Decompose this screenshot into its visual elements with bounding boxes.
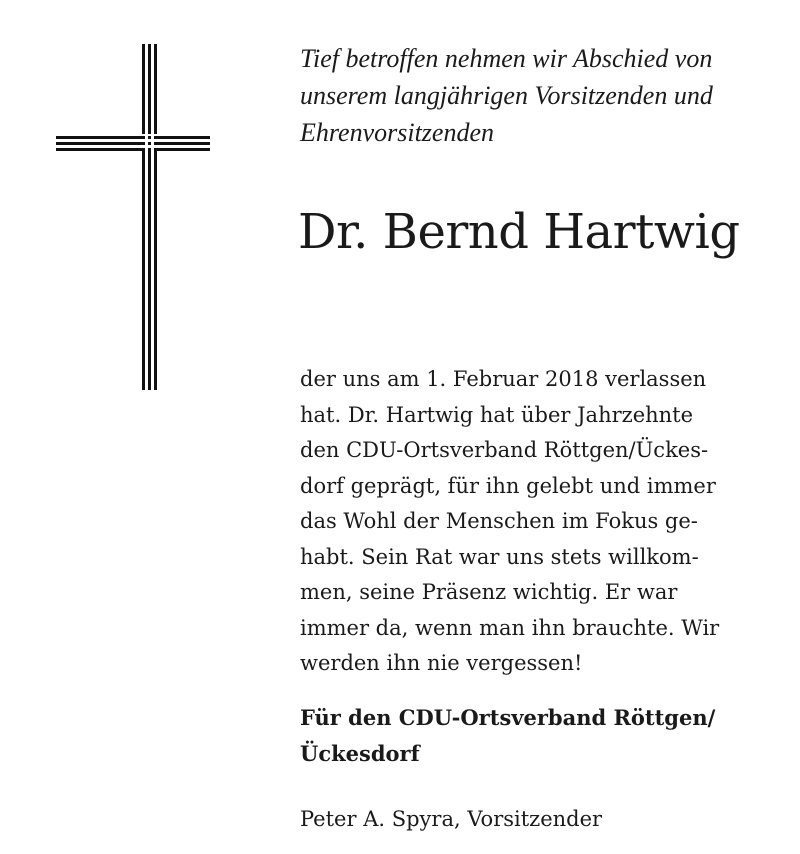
intro-line: Tief betroffen nehmen wir Abschied von xyxy=(300,44,713,73)
body-line: men, seine Präsenz wichtig. Er war xyxy=(300,580,678,604)
body-line: habt. Sein Rat war uns stets willkom- xyxy=(300,544,699,569)
body-line: der uns am 1. Februar 2018 verlassen xyxy=(300,367,707,391)
body-line: dorf geprägt, für ihn gelebt und immer xyxy=(300,473,716,498)
deceased-name: Dr. Bernd Hartwig xyxy=(298,204,740,260)
cross-icon xyxy=(56,44,210,390)
body-text xyxy=(300,362,790,682)
body-line: immer da, wenn man ihn brauchte. Wir xyxy=(300,615,720,640)
signer-name: Peter A. Spyra, Vorsitzender xyxy=(300,807,603,831)
body-line: werden ihn nie vergessen! xyxy=(300,651,583,675)
organization-signature xyxy=(300,700,715,772)
intro-text xyxy=(300,40,790,151)
body-line: das Wohl der Menschen im Fokus ge- xyxy=(300,509,698,533)
body-line: hat. Dr. Hartwig hat über Jahrzehnte xyxy=(300,402,694,427)
intro-line: unserem langjährigen Vorsitzenden und xyxy=(300,81,713,110)
body-line: den CDU-Ortsverband Röttgen/Ückes- xyxy=(300,438,709,462)
intro-line: Ehrenvorsitzenden xyxy=(300,118,494,147)
organization-line: Für den CDU-Ortsverband Röttgen/ xyxy=(300,705,716,730)
organization-line: Ückesdorf xyxy=(300,741,420,766)
